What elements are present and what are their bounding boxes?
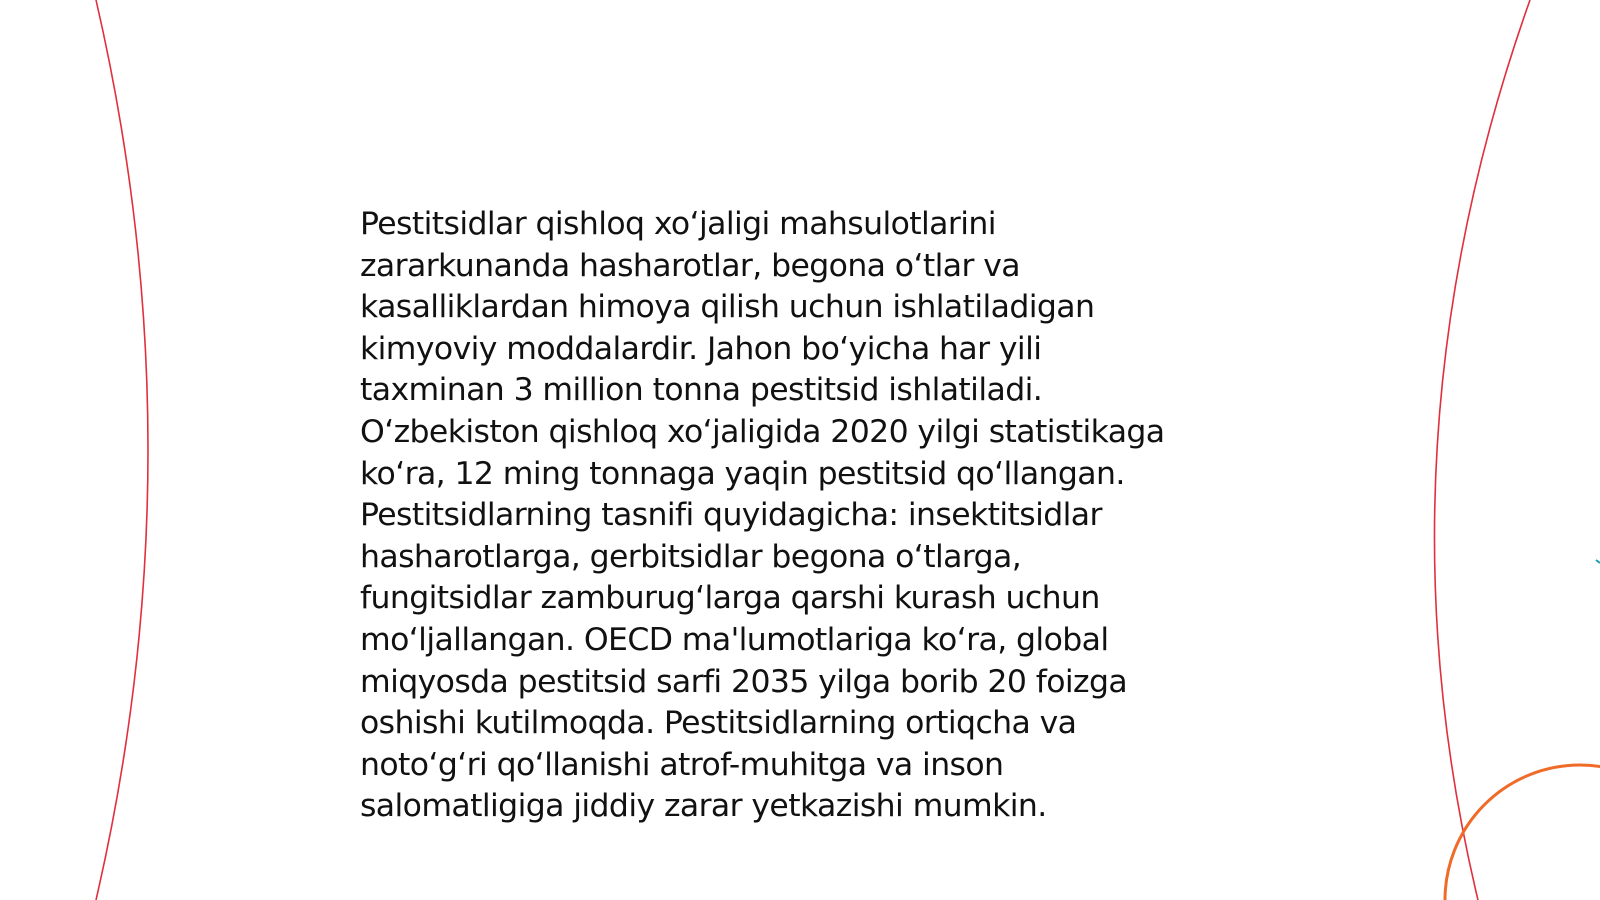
paragraph-line: hasharotlarga, gerbitsidlar begona o‘tlarga, bbox=[360, 538, 1022, 575]
right-red-arc bbox=[1434, 0, 1530, 900]
paragraph-line: noto‘g‘ri qo‘llanishi atrof-muhitga va inson bbox=[360, 746, 1004, 783]
paragraph-line: kasalliklardan himoya qilish uchun ishlatiladigan bbox=[360, 289, 1095, 326]
paragraph-line: Pestitsidlarning tasnifi quyidagicha: insektitsidlar bbox=[360, 497, 1102, 534]
paragraph-line: fungitsidlar zamburug‘larga qarshi kurash uchun bbox=[360, 580, 1100, 617]
paragraph-line: taxminan 3 million tonna pestitsid ishlatiladi. bbox=[360, 372, 1043, 409]
paragraph-line: O‘zbekiston qishloq xo‘jaligida 2020 yilgi statistikaga bbox=[360, 413, 1165, 450]
orange-circle-arc bbox=[1445, 765, 1600, 900]
paragraph-line: miqyosda pestitsid sarfi 2035 yilga borib 20 foizga bbox=[360, 663, 1128, 700]
paragraph-line: ko‘ra, 12 ming tonnaga yaqin pestitsid qo‘llangan. bbox=[360, 455, 1125, 492]
left-red-arc bbox=[96, 0, 148, 900]
paragraph-line: kimyoviy moddalardir. Jahon bo‘yicha har yili bbox=[360, 330, 1042, 367]
paragraph-line: Pestitsidlar qishloq xo‘jaligi mahsulotlarini bbox=[360, 206, 996, 242]
paragraph-line: oshishi kutilmoqda. Pestitsidlarning ortiqcha va bbox=[360, 705, 1077, 742]
body-paragraph bbox=[360, 204, 1240, 828]
paragraph-line: mo‘ljallangan. OECD ma'lumotlariga ko‘ra, global bbox=[360, 621, 1109, 658]
paragraph-line: salomatligiga jiddiy zarar yetkazishi mumkin. bbox=[360, 788, 1047, 825]
paragraph-line: zararkunanda hasharotlar, begona o‘tlar va bbox=[360, 247, 1021, 284]
teal-mark bbox=[1596, 560, 1600, 563]
